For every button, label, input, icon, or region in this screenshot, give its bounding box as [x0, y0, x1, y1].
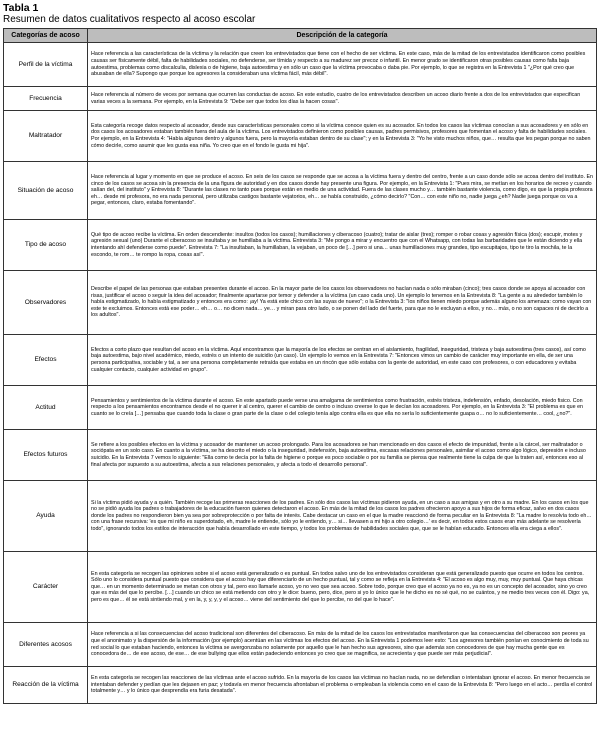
row-category: Tipo de acoso	[4, 220, 88, 271]
row-category: Actitud	[4, 386, 88, 430]
table-row	[4, 111, 597, 162]
row-category: Situación de acoso	[4, 162, 88, 220]
table-row	[4, 667, 597, 704]
row-description: Pensamientos y sentimientos de la víctima durante el acoso. En este apartado puede verse una amalgama de sentimientos como frustración, estrés tristeza, indefensión, enfado, desolación, miedo fisico. Con respecto a los pensamientos encontramos desde el no querer ir al centro, querer el cambio de centro o incluso creerse lo que le decían los acosadores. Por ejemplo, en la Entrevista 3: "El problema es que en cuanto se lo creía […] pensaba que cuando toda la clase o gran parte de la clase o del colegio tenía algo contra ella es que ella no sería lo suficientemente guapa o… no lo suficientemente… cool, ¿no?".	[88, 386, 597, 430]
table-row	[4, 162, 597, 220]
table-row	[4, 335, 597, 386]
row-description: Hace referencia al número de veces por semana que ocurren las conductas de acoso. En este estudio, cuatro de los entrevistados describen un acoso diario frente a dos de los entrevistados que especifican varias veces a la semana. Por ejemplo, en la Entrevista 9: "Debe ser que todos los días la hacen cosas".	[88, 87, 597, 111]
row-description: Esta categoría recoge datos respecto al acosador, desde sus características personales como si la víctima conoce quien es su acosador. En todos los casos las víctimas conocían a sus acosadores y en sólo en dos casos los acosadores estaban también fuera del aula de la víctima. Los entrevistados definieron como posibles causas, padres permisivos, profesores que fomentan el acoso y falta de habilidades sociales. Por ejemplo, en la Entrevista 4: "Había algunos dentro y algunos fuera, pero la mayoría estaban dentro de su clase"; y en la Entrevista 3: "Yo he visto muchos niños, que… resulta que les pegan porque no saben cómo decirle, como asumir que les gusta esa niña. Yo creo que en el fondo le gusta mi hija".	[88, 111, 597, 162]
row-description: Hace referencia al lugar y momento en que se produce el acoso. En seis de los casos se responde que se acosa a la víctima fuera y dentro del centro, frente a un caso donde sólo se acosa dentro del instituto. En cinco de los casos se acosa sin la presencia de la una figura de autoridad y en dos casos donde hay presente una figura. Por ejemplo, en la Entrevista 1: "Pues mira, se metían en los horarios de recreo y cuando salían del, del instituto" y Entrevista 8: "Durante las clases no tanto pues porque están en medio de una actividad. Fuera de las clases mucho y… también bastante violencia, como digo, es que la propia profesora eh… desde mi profesora, no era nada personal, pero utilizaba castigos bastante vejatorios, eh… se había construido, ¿cómo decirlo? "Con… con este niño no, nadie juega ¿eh? Nadie juega porque os va a pegar, entonces, claro, estaba fomentando".	[88, 162, 597, 220]
row-description: En esta categoría se recogen las reacciones de las víctimas ante el acoso sufrido. En la mayoría de los casos las víctimas no hacían nada, no se defendían o intentaban ignorar el acoso. En menor frecuencia se intentaban defender y pedían que les dejasen en paz; y todavía en menor frecuencia afrontaban el problema o empleaban la violencia como en el caso de la Entrevista 8: "Pero luego en el acto… perdía el control totalmente y… y lo único que desprendía era furia desatada".	[88, 667, 597, 704]
row-category: Perfil de la víctima	[4, 43, 88, 87]
table-row	[4, 552, 597, 623]
table-label: Tabla 1	[3, 2, 39, 14]
table-row	[4, 87, 597, 111]
row-category: Diferentes acosos	[4, 623, 88, 667]
row-category: Efectos	[4, 335, 88, 386]
table-row	[4, 43, 597, 87]
row-category: Reacción de la víctima	[4, 667, 88, 704]
row-category: Carácter	[4, 552, 88, 623]
row-description: En esta categoría se recogen las opiniones sobre si el acoso está generalizado o es puntual. En todos salvo uno de los entrevistados consideran que está generalizado puesto que ocurre en todos los centros. Sólo uno lo considera puntual puesto que considera que el acoso hay que diferenciarlo de un hecho puntual, tal y como se refleja en la Entrevista 4: "El acoso es algo muy, muy, muy puntual. Que haya chicas que… en un momento determinado se metan con otros y tal, pero eso llamarle acoso, yo no veo que sea acoso. Sobre todo, porque creo que el acoso ya no es, ya no es un concepto del acosador, sino yo creo que es más del que lo percibe. […] cuando un chico se está metiendo con otro y le dice: bueno, pero, dice, pero si yo lo único que le he dicho es no sé qué, no se cuántos, y ne medio tres veces con él. Digo: ya, pero es que… él se está sintiendo mal, y en la, y, y, y, y el acoso… viene del sentimiento del que lo percibe, no del que lo hace".	[88, 552, 597, 623]
table-row	[4, 430, 597, 481]
row-category: Observadores	[4, 271, 88, 335]
row-category: Efectos futuros	[4, 430, 88, 481]
row-description: Hace referencia a si las consecuencias del acoso tradicional son diferentes del ciberacoso. En más de la mitad de los casos los entrevistados manifestaron que las consecuencias del ciberacoso son peores ya que el anonimato y la dispersión de la información (por ejemplo) acentúan en las víctimas los efectos del acoso. En la Entrevista 1 podemos leer esto: "Los agresores también ponían en conocimiento de toda su red social lo que estaban haciendo, entonces la víctima se avergonzaba no solamente por aquello que le han hecho sus agresores, sino que además son conocedores de que hay mucha gente que es conocedora de… de ese acoso, de ese… de ese bullying que ellos están padeciendo entonces yo creo que se magnifica, se acrecienta y que puede ser más perjudicial".	[88, 623, 597, 667]
qualitative-data-table	[3, 28, 597, 704]
table-title: Resumen de datos cualitativos respecto al acoso escolar	[3, 14, 256, 25]
table-row	[4, 271, 597, 335]
row-description: Qué tipo de acoso recibe la víctima. En orden descendiente: insultos (todos los casos); humillaciones y ciberacoso (cuatro); tratar de aislar (tres); romper o robar cosas y agresión física (dos); escupir, motes y agresión sexual (uno) Durante el ciberacoso se insultaba y se humillaba a la víctima. Entrevista 3: "Me pongo a mirar y encuentro que con el Whatsapp, con todas las barbaridades que le están diciendo y ella intentando ahí defenderse como puede". Entrevista 7: "La insultaban, la humillaban, la vejaban, un poco de […] pero si una… unas humillaciones muy grandes, tipo escupitajos, tipo te tiro la mochila, te la escondo, te rom… te rompo la ropa, cosas así".	[88, 220, 597, 271]
column-header-description: Descripción de la categoría	[88, 29, 597, 43]
table-row	[4, 481, 597, 552]
table-row	[4, 623, 597, 667]
row-description: Si la víctima pidió ayuda y a quién. También recoge las primeras reacciones de los padres. En sólo dos casos las víctimas pidieron ayuda, en un caso a sus amigas y en otro a su madre. En los casos en los que no se pidió ayuda los padres o trabajadores de la educación fueron quienes detectaron el acoso. En más de la mitad de los casos los padres ofrecieron apoyo a sus hijos de forma eficaz, salvo en dos casos donde los padres no respondieron bien ya sea por sobreprotección o por falta de interés. Cabe destacar un caso en el que la madre reaccionó de forma peculiar en la Entrevista 8: "La madre lo resolvía todo eh… con una frase recursiva: 'es que mi niño es superdotado, eh, madre le entiende, sólo yo le entiendo, y… si… llevasen a mi hijo a otro colegio…' es decir, en todos estos casos eran más adelante se resolvería todo", ignorando todos los estilos de interacción que había desarrollado en este tiempo, y todos los problemas de habilidades sociales que, que se le habían educado. Entonces ella era ciega a ellos".	[88, 481, 597, 552]
row-description: Hace referencia a las características de la víctima y la relación que creen los entrevistados que tiene con el hecho de ser víctima. En este caso, más de la mitad de los entrevistados identificaron como posibles causas ser físicamente débil, falta de habilidades sociales, no defenderse, ser tímida y respecto a su madurez ser precoz o infantil. En menor grado se identificaron otras posibles causas como falta baja autoestima, problemas como discalculia, dislexia o de higiene, baja autoestima y en sólo un caso que la víctima provocaba o daba pie. Por ejemplo, lo que se registra en la Entrevista 1 "¿Por qué creo que abusaban de ella? Supongo que porque los agresores la consideraban una víctima fácil, más débil".	[88, 43, 597, 87]
table-header-row	[4, 29, 597, 43]
table-row	[4, 220, 597, 271]
row-category: Frecuencia	[4, 87, 88, 111]
row-category: Ayuda	[4, 481, 88, 552]
row-category: Maltratador	[4, 111, 88, 162]
row-description: Describe el papel de las personas que estaban presentes durante el acoso. En la mayor parte de los casos los observadores no hacían nada o sólo miraban (cinco); tres casos donde se apoya al acosador con risas, justificar el acoso o seguir la idea del acosador; finalmente apartarse por temor y defender a la víctima (un caso cada uno). Un ejemplo lo tenemos en la Entrevista 8: "La gente a su alrededor también lo había estigmatizado, lo había estigmatizado y entonces era como: ¡ay! Ya está este chico con las suyas de nuevo"; o la Entrevista 3: "los niños tienen miedo porque además alguno los amenaza: como vayan con este te excluimos. Entonces está ese poder… eh… o… no dicen nada… ye… y miran para otro lado, o se ponen del lado del fuerte, para que no le excluyan a ellos, y no… más, o no son capaces ni de decirlo a los adultos".	[88, 271, 597, 335]
table-row	[4, 386, 597, 430]
row-description: Efectos a corto plazo que resultan del acoso en la víctima. Aquí encontramos que la mayoría de los efectos se centran en el aislamiento, fragilidad, inseguridad, tristeza y baja autoestima (tres casos), así como baja autoestima, bajo nivel académico, miedo, estrés o un intento de suicidio (un caso). Un ejemplo lo vemos en la Entrevista 7: "Entonces vimos un cambio de carácter muy importante en ella, de ser una persona participativa, sociable y tal, a ser una persona completamente retraída que estaba en un rincón que sólo estaba con la gente de autoridad, en este caso con profesores, o con educadores y evitaba cualquier contacto, cualquier actividad en grupo".	[88, 335, 597, 386]
column-header-category: Categorías de acoso	[4, 29, 88, 43]
row-description: Se refiere a los posibles efectos en la víctima y acosador de mantener un acoso prolongado. Para los acosadores se han mencionado en dos casos el efecto de impunidad, frente a la cárcel, ser maltratador o sociópata en un solo caso. En cuanto a la víctima, se ha descrito el miedo o la inseguridad, indefensión, baja autoestima, escasas relaciones personales, asimilar el acoso como algo lógico, depresión e incluso suicidio. En la Entrevista 7 vemos lo siguiente: "Ella como te decía por la falta de higiene o porque es poco sociable o por su familia se piensa que realmente tiene la culpa de que la traten así, entonces eso al final afecta por supuesto a su autoestima, afecta a sus relaciones personales, y afecta a todo el desarrollo personal".	[88, 430, 597, 481]
